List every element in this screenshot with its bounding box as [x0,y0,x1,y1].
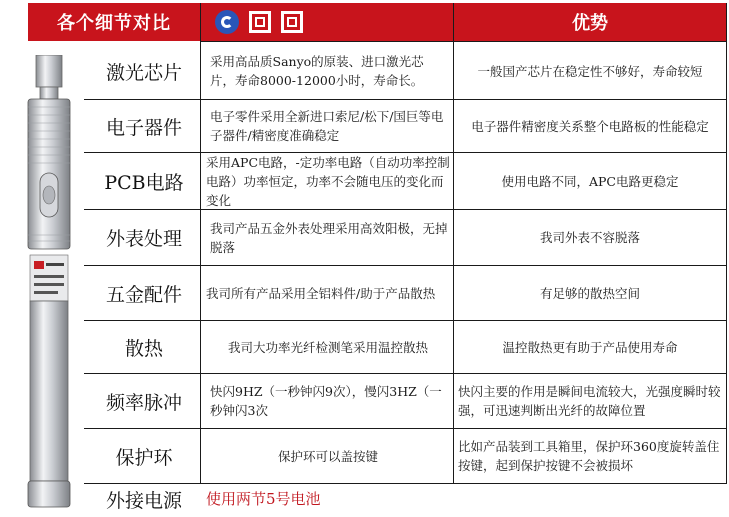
header-brand [201,3,453,41]
row-label: 五金配件 [105,283,182,306]
row-detail: 我司产品五金外表处理采用高效阳极，无掉脱落 [210,220,448,255]
row-label: 散热 [124,337,163,360]
header-left-title: 各个细节对比 [28,3,200,41]
grid-line [200,41,727,42]
row-label: PCB电路 [104,171,184,194]
brand-frame-icon [281,11,303,33]
row-detail: 保护环可以盖按键 [277,448,378,464]
header-right-title: 优势 [454,3,726,41]
grid-line [200,3,201,484]
row-advantage: 比如产品装到工具箱里，保护环360度旋转盖住按键，起到保护按键不会被损坏 [458,439,720,473]
row-detail: 采用APC电路，-定功率电路（自动功率控制电路）功率恒定，功率不会随电压的变化而变化 [206,154,450,208]
grid-line [453,3,454,483]
row-detail: 我司所有产品采用全铝料件/助于产品散热 [206,285,436,301]
row-detail: 我司大功率光纤检测笔采用温控散热 [227,339,428,355]
row-detail: 采用高品质Sanyo的原装、进口激光芯片，寿命8000-12000小时，寿命长。 [210,54,424,88]
row-advantage: 电子器件精密度关系整个电路板的性能稳定 [471,118,709,134]
row-label: 外接电源 [105,489,182,512]
grid-line [726,3,727,483]
row-advantage: 有足够的散热空间 [539,285,640,301]
brand-square-icon [249,11,271,33]
row-label: 激光芯片 [105,61,182,84]
row-advantage: 快闪主要的作用是瞬间电流较大，光强度瞬时较强，可迅速判断出光纤的故障位置 [458,384,721,418]
row-detail: 快闪9HZ（一秒钟闪9次），慢闪3HZ（一秒钟闪3次 [210,384,442,418]
row-label: 频率脉冲 [105,391,182,414]
row-advantage: 温控散热更有助于产品使用寿命 [502,339,678,355]
laser-pen-image [14,55,84,510]
row-label: 保护环 [115,446,173,469]
row-detail: 电子零件采用全新进口索尼/松下/国巨等电子器件/精密度准确稳定 [210,109,444,143]
row-advantage: 一般国产芯片在稳定性不够好，寿命较短 [477,63,703,79]
row-advantage: 我司外表不容脱落 [539,230,640,245]
row-label: 外表处理 [105,228,182,250]
row-label: 电子器件 [105,116,182,139]
row-advantage: 使用电路不同，APC电路更稳定 [501,173,679,189]
row-detail: 使用两节5号电池 [206,489,321,508]
brand-globe-icon [215,10,239,34]
